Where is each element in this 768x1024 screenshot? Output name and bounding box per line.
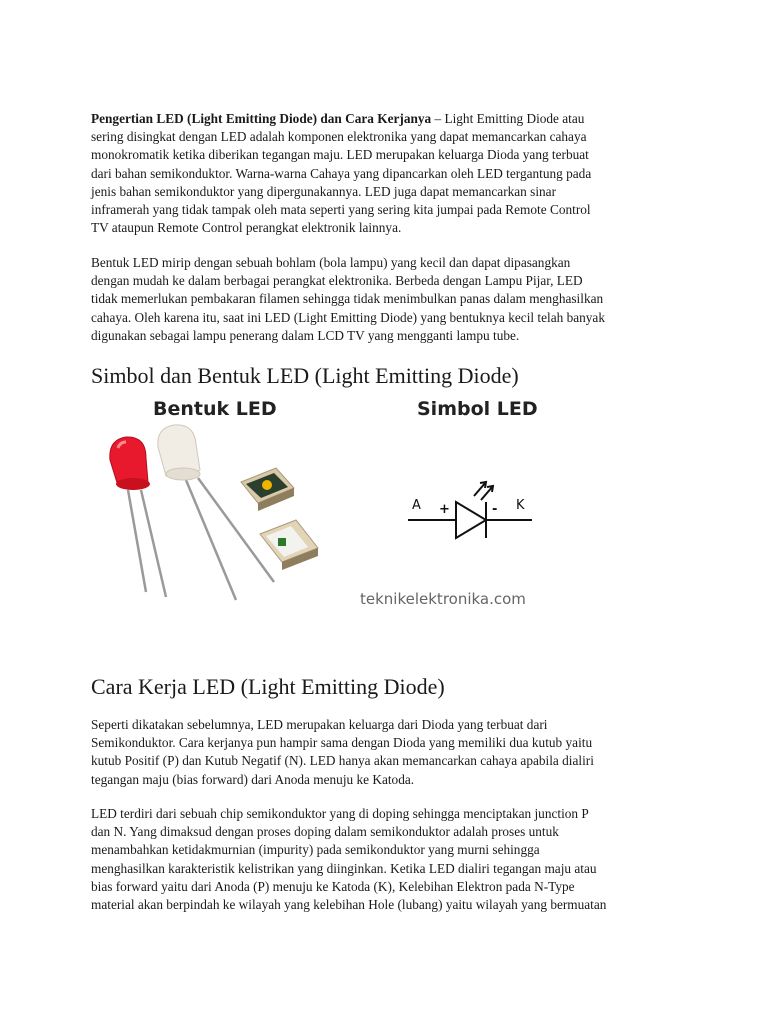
watermark-text: teknikelektronika.com [360, 590, 526, 608]
led-symbol-icon [408, 482, 532, 538]
intro-paragraph [91, 110, 691, 237]
plus-label: + [439, 502, 450, 517]
text-line: digunakan sebagai lampu penerang dalam LCD TV yang mengganti lampu tube. [91, 327, 520, 343]
text-line: jenis bahan semikonduktor yang dipergunakannya. LED juga dapat memancarkan sinar [91, 183, 557, 199]
section-heading-symbol: Simbol dan Bentuk LED (Light Emitting Diode) [91, 363, 519, 388]
junction-paragraph [91, 805, 691, 914]
intro-first-line [91, 110, 691, 128]
text-line: Semikonduktor. Cara kerjanya pun hampir sama dengan Dioda yang memiliki dua kutub yaitu [91, 735, 593, 751]
bentuk-led-title: Bentuk LED [153, 398, 277, 420]
led-figure [96, 392, 566, 618]
text-line: cahaya. Oleh karena itu, saat ini LED (Light Emitting Diode) yang bentuknya kecil telah banyak [91, 309, 605, 325]
text-line: monokromatik ketika diberikan tegangan maju. LED merupakan keluarga Dioda yang terbuat [91, 147, 589, 163]
text-line: tidak memerlukan pembakaran filamen sehingga tidak menimbulkan panas dalam menghasilkan [91, 291, 604, 307]
text-line: LED terdiri dari sebuah chip semikonduktor yang di doping sehingga menciptakan junction P [91, 806, 589, 821]
text-line: dan N. Yang dimaksud dengan proses doping dalam semikonduktor adalah proses untuk [91, 824, 559, 840]
text-line: TV ataupun Remote Control perangkat elektronik lainnya. [91, 220, 402, 236]
text-line: Seperti dikatakan sebelumnya, LED merupakan keluarga dari Dioda yang terbuat dari [91, 717, 548, 732]
text-line: Bentuk LED mirip dengan sebuah bohlam (bola lampu) yang kecil dan dapat dipasangkan [91, 255, 571, 270]
text-line: dengan mudah ke dalam berbagai perangkat elektronika. Berbeda dengan Lampu Pijar, LED [91, 273, 583, 289]
red-led-icon [110, 437, 166, 597]
smd-led-2-icon [260, 520, 318, 570]
simbol-led-title: Simbol LED [417, 398, 538, 420]
text-line: menambahkan ketidakmurnian (impurity) pada semikonduktor yang murni sehingga [91, 842, 540, 858]
text-line: material akan berpindah ke wilayah yang kelebihan Hole (lubang) yaitu wilayah yang bermuatan [91, 897, 607, 913]
intro-first-line-rest: – Light Emitting Diode atau [431, 111, 585, 126]
anode-label: A [412, 498, 421, 513]
working-paragraph [91, 716, 691, 789]
text-line: menghasilkan karakteristik kelistrikan yang diinginkan. Ketika LED dialiri tegangan maju atau [91, 860, 597, 876]
cathode-label: K [516, 498, 525, 513]
text-line: inframerah yang tidak tampak oleh mata seperti yang sering kita jumpai pada Remote Control [91, 202, 591, 218]
smd-led-icon [241, 468, 294, 511]
text-line: sering disingkat dengan LED adalah komponen elektronika yang dapat memancarkan cahaya [91, 129, 587, 145]
text-line: kutub Positif (P) dan Kutub Negatif (N). LED hanya akan memancarkan cahaya apabila dialiri [91, 753, 594, 769]
text-line: tegangan maju (bias forward) dari Anoda menuju ke Katoda. [91, 771, 415, 787]
intro-bold-title: Pengertian LED (Light Emitting Diode) dan Cara Kerjanya [91, 111, 432, 126]
clear-led-icon [158, 425, 274, 600]
minus-label: - [492, 502, 498, 517]
section-heading-working: Cara Kerja LED (Light Emitting Diode) [91, 674, 445, 699]
led-shape-paragraph [91, 254, 691, 345]
text-line: bias forward yaitu dari Anoda (P) menuju ke Katoda (K), Kelebihan Elektron pada N-Type [91, 878, 575, 894]
text-line: dari bahan semikonduktor. Warna-warna Cahaya yang dipancarkan oleh LED tergantung pada [91, 165, 592, 181]
